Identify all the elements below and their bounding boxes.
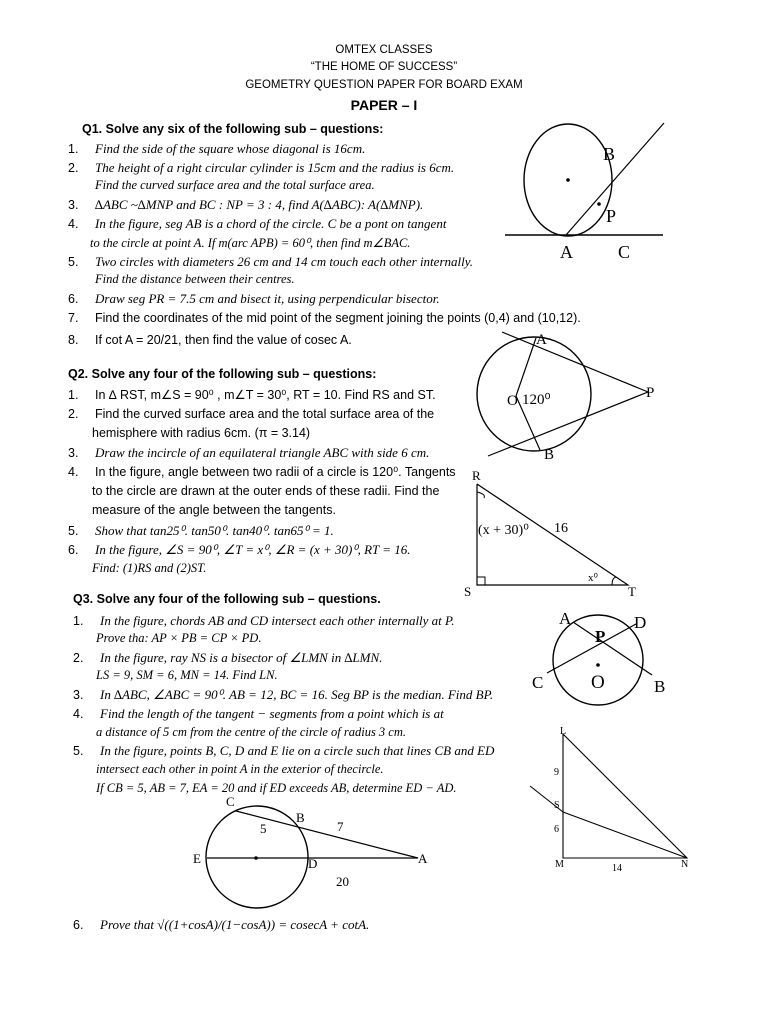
q2-item-5 [68, 523, 334, 539]
item-text: Draw seg PR = 7.5 cm and bisect it, using perpendicular bisector. [95, 291, 440, 306]
q3-item-1-cont: Prove tha: AP × PB = CP × PD. [96, 631, 262, 645]
q3-item-2 [73, 650, 382, 666]
label-d: D [634, 613, 647, 632]
q3-item-5-cont2: If CB = 5, AB = 7, EA = 20 and if ED exceeds AB, determine ED − AD. [96, 781, 457, 795]
angle-t-arc [612, 577, 616, 585]
item-text: Find the curved surface area and the total surface area of the [95, 407, 435, 421]
label-e: E [193, 851, 201, 866]
item-text: In the figure, points B, C, D and E lie on a circle such that lines CB and ED [100, 743, 495, 758]
label-sm: 6 [554, 824, 559, 835]
q1-item-1 [68, 141, 365, 157]
label-ea: 20 [336, 874, 349, 889]
q2-item-4 [68, 464, 456, 479]
centre-dot [596, 663, 600, 667]
item-text: The height of a right circular cylinder is 15cm and the radius is 6cm. [95, 160, 455, 175]
item-number: 4. [68, 217, 79, 231]
q3-item-5 [73, 743, 494, 759]
bisector-ns [563, 812, 687, 858]
item-number: 5. [73, 744, 84, 758]
q1-item-7 [68, 311, 581, 325]
q3-item-3 [73, 687, 493, 703]
item-text: In the figure, ∠S = 90⁰, ∠T = x⁰, ∠R = (x + 30)⁰, RT = 16. [95, 542, 411, 557]
label-o: O [591, 672, 605, 693]
item-number: 5. [68, 524, 79, 538]
label-p: P [606, 206, 617, 226]
label-b: B [296, 810, 305, 825]
q3-item-1 [73, 613, 455, 629]
item-number: 5. [68, 255, 79, 269]
item-number: 2. [68, 161, 79, 175]
item-text: In the figure, angle between two radii of a circle is 120⁰. Tangents [95, 465, 456, 479]
q1-item-8 [68, 333, 352, 347]
item-number: 1. [68, 142, 79, 156]
label-p: P [595, 627, 606, 646]
q3-item-2-cont: LS = 9, SM = 6, MN = 14. Find LN. [96, 668, 278, 682]
figure-angle-bisector [550, 726, 700, 874]
item-number: 6. [68, 543, 79, 557]
item-text: Prove that √((1+cosA)/(1−cosA)) = cosecA + cotA. [100, 917, 370, 932]
figure-tangents-120 [470, 330, 670, 463]
q1-item-3 [68, 197, 423, 213]
label-n: N [681, 859, 689, 870]
label-a: A [560, 242, 573, 262]
school-tagline: “THE HOME OF SUCCESS” [310, 61, 458, 73]
item-text: Draw the incircle of an equilateral triangle ABC with side 6 cm. [95, 445, 430, 460]
label-s: S [554, 800, 560, 811]
label-angle-r: (x + 30)⁰ [478, 523, 529, 538]
q1-item-5 [68, 254, 473, 270]
item-text: In the figure, chords AB and CD intersect each other internally at P. [100, 613, 455, 628]
label-c: C [532, 673, 544, 692]
item-text: Show that tan25⁰. tan50⁰. tan40⁰. tan65⁰ = 1. [95, 523, 334, 538]
item-text: Find the coordinates of the mid point of the segment joining the points (0,4) and (10,12). [95, 311, 581, 325]
q2-item-1 [68, 387, 436, 402]
label-m: M [555, 859, 564, 870]
triangle-lmn [563, 734, 687, 858]
item-text: If cot A = 20/21, then find the value of cosec A. [95, 333, 352, 347]
item-number: 7. [68, 311, 79, 325]
q3-item-6 [73, 917, 369, 933]
item-text: Two circles with diameters 26 cm and 14 cm touch each other internally. [95, 254, 474, 269]
label-b: B [654, 677, 666, 696]
figure-secants [190, 795, 440, 900]
q3-item-5-cont: intersect each other in point A in the exterior of thecircle. [96, 762, 384, 776]
q2-heading: Q2. Solve any four of the following sub – questions: [68, 367, 377, 381]
label-o: O [507, 393, 518, 409]
paper-subtitle: GEOMETRY QUESTION PAPER FOR BOARD EXAM [245, 79, 523, 91]
q3-item-4 [73, 706, 444, 722]
label-angle-t: x⁰ [588, 572, 598, 584]
label-angle: 120⁰ [522, 392, 551, 408]
item-number: 6. [68, 292, 79, 306]
label-l: L [560, 726, 567, 737]
centre-dot [566, 178, 570, 182]
label-b: B [603, 144, 616, 164]
centre-dot [254, 856, 258, 860]
q2-item-2 [68, 407, 434, 421]
chord-cd [547, 624, 636, 673]
label-a: A [536, 332, 547, 348]
item-text: Find the side of the square whose diagonal is 16cm. [95, 141, 366, 156]
q1-item-2-cont: Find the curved surface area and the total surface area. [95, 178, 375, 192]
item-number: 6. [73, 918, 84, 932]
item-text: In the figure, seg AB is a chord of the circle. C be a pont on tangent [95, 216, 447, 231]
radius-oa [516, 338, 536, 396]
item-number: 3. [68, 198, 79, 212]
item-number: 1. [68, 388, 79, 402]
label-s: S [464, 584, 472, 599]
label-cb: 5 [260, 821, 267, 836]
q1-item-6 [68, 291, 440, 307]
q3-item-4-cont: a distance of 5 cm from the centre of the circle of radius 3 cm. [96, 725, 407, 739]
label-b: B [544, 447, 555, 463]
item-text: In the figure, ray NS is a bisector of ∠LMN in ∆LMN. [100, 650, 383, 665]
figure-triangle-rst [460, 468, 660, 600]
q2-item-6-cont: Find: (1)RS and (2)ST. [92, 561, 207, 575]
item-text: Find the length of the tangent − segments from a point which is at [100, 706, 444, 721]
q2-item-4-cont2: measure of the angle between the tangents. [92, 503, 336, 517]
label-a: A [418, 851, 428, 866]
label-c: C [618, 242, 631, 262]
paper-title: PAPER – I [350, 97, 418, 113]
label-p: P [646, 385, 655, 401]
item-number: 3. [73, 688, 84, 702]
figure-chord-tangent [500, 118, 670, 268]
label-d: D [308, 856, 318, 871]
q2-item-6 [68, 542, 411, 558]
item-number: 4. [73, 707, 84, 721]
item-text: In ∆ RST, m∠S = 90⁰ , m∠T = 30⁰, RT = 10. Find RS and ST. [95, 388, 436, 402]
label-c: C [226, 794, 235, 809]
label-r: R [472, 468, 481, 483]
tangent-pa [502, 332, 648, 392]
label-a: A [559, 609, 572, 628]
figure-intersecting-chords [528, 608, 678, 708]
angle-r-arc [477, 492, 484, 498]
q1-item-2 [68, 160, 454, 176]
q1-item-4-cont: to the circle at point A. If m(arc APB) = 60⁰, then find m∠BAC. [90, 236, 411, 250]
item-number: 3. [68, 446, 79, 460]
item-number: 4. [68, 465, 79, 479]
item-number: 8. [68, 333, 79, 347]
q1-item-4 [68, 216, 446, 232]
label-side-rt: 16 [554, 521, 568, 536]
item-text: In ∆ABC, ∠ABC = 90⁰. AB = 12, BC = 16. Seg BP is the median. Find BP. [100, 687, 494, 702]
point-p-dot [597, 202, 601, 206]
right-angle-mark [477, 577, 485, 585]
label-mn: 14 [612, 863, 622, 874]
label-ls: 9 [554, 767, 559, 778]
q2-item-2-cont: hemisphere with radius 6cm. (π = 3.14) [92, 426, 311, 440]
item-number: 1. [73, 614, 84, 628]
q3-heading: Q3. Solve any four of the following sub – questions. [73, 592, 381, 606]
item-number: 2. [68, 407, 79, 421]
item-number: 2. [73, 651, 84, 665]
item-text: ∆ABC ~∆MNP and BC : NP = 3 : 4, find A(∆ABC): A(∆MNP). [95, 197, 424, 212]
label-ba: 7 [337, 819, 344, 834]
q2-item-4-cont: to the circle are drawn at the outer ends of these radii. Find the [92, 484, 440, 498]
q1-heading: Q1. Solve any six of the following sub – questions: [82, 122, 384, 136]
q2-item-3 [68, 445, 429, 461]
label-t: T [628, 584, 636, 599]
q1-item-5-cont: Find the distance between their centres. [95, 272, 295, 286]
school-name: OMTEX CLASSES [335, 44, 433, 56]
